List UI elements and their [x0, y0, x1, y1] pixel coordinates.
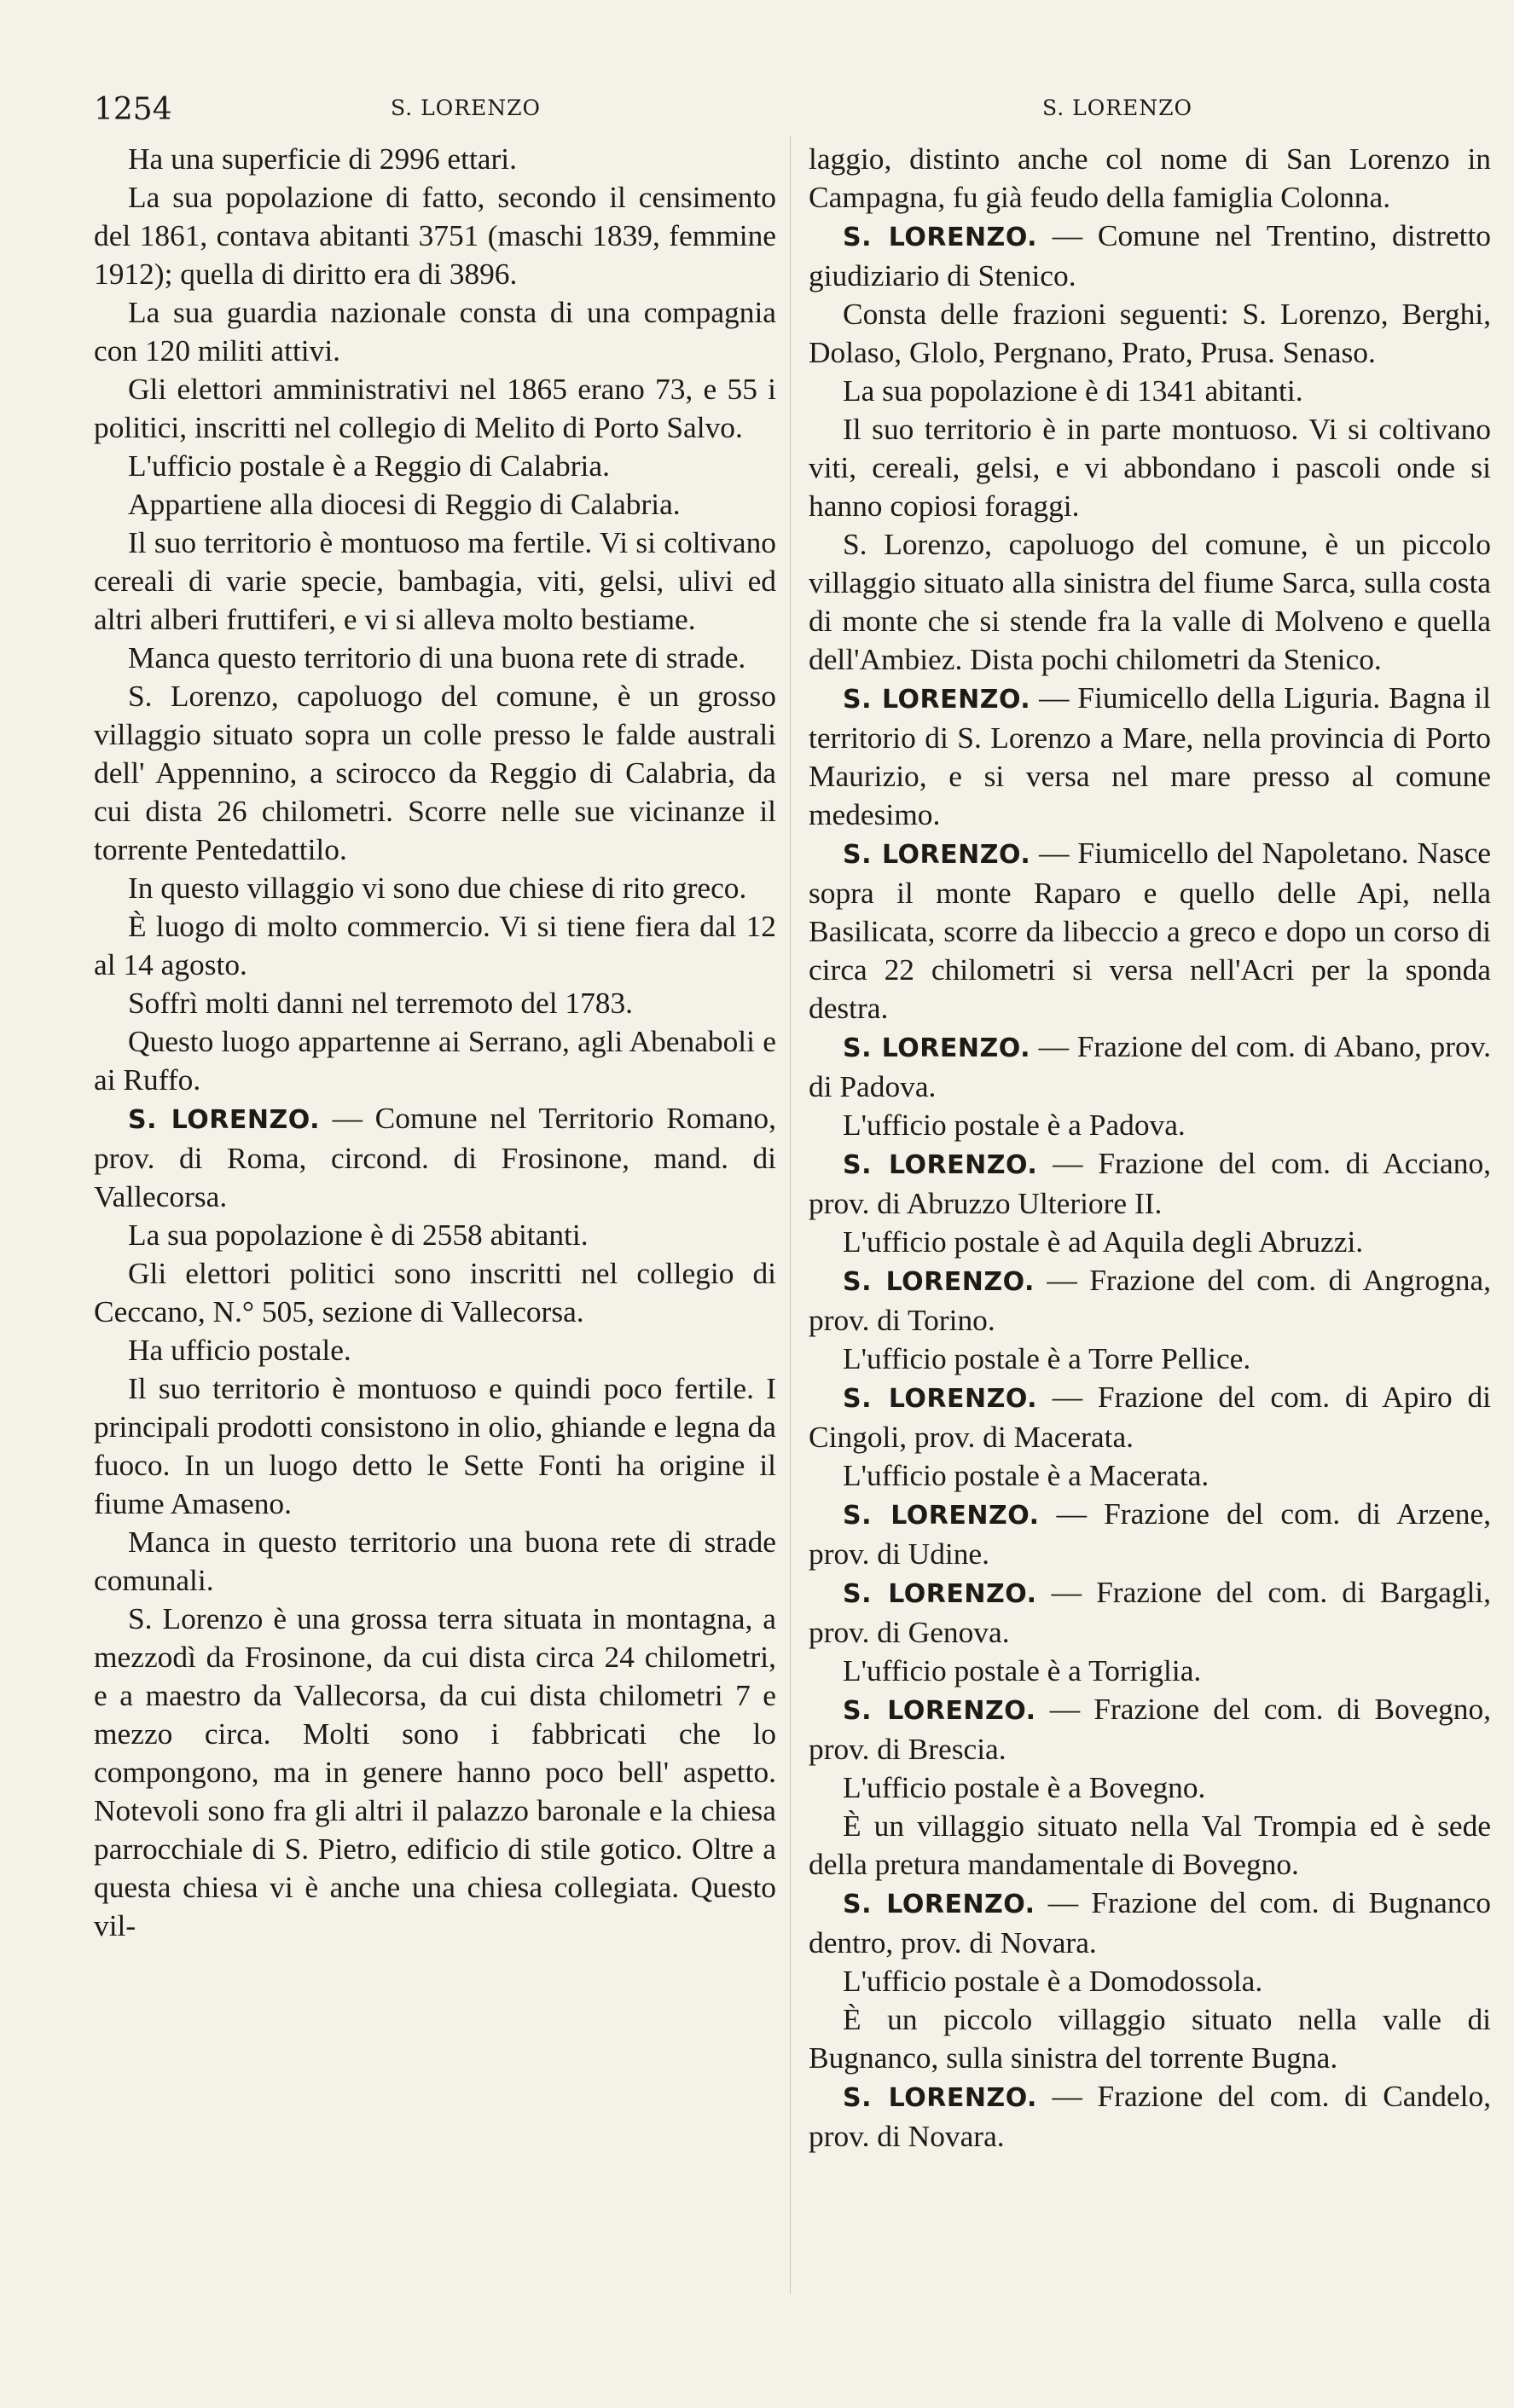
- paragraph-text: — Frazione del com. di Angrogna, prov. di Torino.: [809, 1263, 1491, 1337]
- paragraph: [94, 869, 776, 907]
- paragraph: [94, 1254, 776, 1331]
- entry-paragraph: [809, 679, 1491, 834]
- paragraph-text: Manca questo territorio di una buona rete di strade.: [128, 640, 746, 674]
- paragraph: [809, 1807, 1491, 1884]
- paragraph-text: S. Lorenzo, capoluogo del comune, è un grosso villaggio situato sopra un colle presso le falde australi dell' Appennino, a scirocco da Reggio di Calabria, da cui dista 26 chilometri. Scorre nelle sue vicinanze il torrente Pentedattilo.: [94, 679, 776, 866]
- paragraph-text: La sua popolazione è di 2558 abitanti.: [128, 1218, 589, 1252]
- paragraph-text: Consta delle frazioni seguenti: S. Lorenzo, Berghi, Dolaso, Glolo, Pergnano, Prato, Prusa. Senaso.: [809, 297, 1491, 369]
- paragraph-text: È un villaggio situato nella Val Trompia ed è sede della pretura mandamentale di Bovegno.: [809, 1809, 1491, 1881]
- left-running-head: S. LORENZO: [391, 96, 542, 120]
- column-gutter: [790, 136, 791, 2294]
- paragraph: [94, 907, 776, 984]
- paragraph-text: — Frazione del com. di Apiro di Cingoli, prov. di Macerata.: [809, 1380, 1491, 1454]
- paragraph-text: laggio, distinto anche col nome di San Lorenzo in Campagna, fu già feudo della famiglia Colonna.: [809, 142, 1491, 214]
- paragraph: [94, 1369, 776, 1523]
- paragraph: [809, 1962, 1491, 2000]
- page-number: 1254: [94, 92, 172, 127]
- paragraph-text: La sua popolazione di fatto, secondo il censimento del 1861, contava abitanti 3751 (maschi 1839, femmine 1912); quella di diritto era di 3896.: [94, 180, 776, 291]
- paragraph-text: S. Lorenzo, capoluogo del comune, è un piccolo villaggio situato alla sinistra del fiume Sarca, sulla costa di monte che si stende fra la valle di Molveno e quella dell'Ambiez. Dista pochi chilometri da Stenico.: [809, 527, 1491, 676]
- paragraph-text: L'ufficio postale è a Padova.: [843, 1108, 1186, 1142]
- paragraph-text: — Fiumicello del Napoletano. Nasce sopra il monte Raparo e quello delle Api, nella Basilicata, scorre da libeccio a greco e dopo un corso di circa 22 chilometri si versa nell'Acri per la sponda destra.: [809, 836, 1491, 1025]
- entry-paragraph: [809, 1495, 1491, 1573]
- entry-paragraph: [809, 1027, 1491, 1106]
- entry-paragraph: [809, 1144, 1491, 1223]
- paragraph-text: L'ufficio postale è a Torriglia.: [843, 1653, 1202, 1687]
- paragraph-text: Il suo territorio è montuoso ma fertile. Vi si coltivano cereali di varie specie, bambagia, viti, gelsi, ulivi ed altri alberi fruttiferi, e vi si alleva molto bestiame.: [94, 525, 776, 636]
- paragraph-text: — Frazione del com. di Acciano, prov. di Abruzzo Ulteriore II.: [809, 1146, 1491, 1220]
- paragraph: [94, 178, 776, 293]
- paragraph-text: Manca in questo territorio una buona rete di strade comunali.: [94, 1525, 776, 1597]
- paragraph: [809, 1340, 1491, 1378]
- paragraph: [94, 485, 776, 524]
- paragraph: [94, 677, 776, 869]
- entry-heading: S. LORENZO.: [843, 685, 1031, 715]
- paragraph-text: Il suo territorio è montuoso e quindi poco fertile. I principali prodotti consistono in olio, ghiande e legna da fuoco. In un luogo detto le Sette Fonti ha origine il fiume Amaseno.: [94, 1371, 776, 1520]
- paragraph-text: — Comune nel Territorio Romano, prov. di Roma, circond. di Frosinone, mand. di Vallecorsa.: [94, 1101, 776, 1213]
- entry-paragraph: [809, 1378, 1491, 1456]
- entry-paragraph: [809, 217, 1491, 295]
- paragraph: [809, 1652, 1491, 1690]
- paragraph-text: È luogo di molto commercio. Vi si tiene fiera dal 12 al 14 agosto.: [94, 909, 776, 981]
- left-column: [94, 140, 776, 1945]
- paragraph-text: L'ufficio postale è a Macerata.: [843, 1458, 1209, 1492]
- paragraph-text: Gli elettori amministrativi nel 1865 erano 73, e 55 i politici, inscritti nel collegio di Melito di Porto Salvo.: [94, 372, 776, 444]
- entry-paragraph: [809, 834, 1491, 1027]
- entry-paragraph: [809, 1884, 1491, 1962]
- paragraph: [94, 1216, 776, 1254]
- entry-heading: S. LORENZO.: [128, 1105, 320, 1135]
- paragraph-text: L'ufficio postale è a Reggio di Calabria.: [128, 449, 610, 483]
- paragraph: [809, 140, 1491, 217]
- paragraph-text: — Comune nel Trentino, distretto giudiziario di Stenico.: [809, 218, 1491, 292]
- entry-paragraph: [809, 1573, 1491, 1652]
- entry-heading: S. LORENZO.: [843, 1384, 1038, 1414]
- entry-paragraph: [809, 2077, 1491, 2156]
- paragraph: [94, 1523, 776, 1600]
- paragraph-text: L'ufficio postale è a Torre Pellice.: [843, 1341, 1251, 1375]
- paragraph-text: — Frazione del com. di Bargagli, prov. di Genova.: [809, 1575, 1491, 1649]
- paragraph-text: La sua guardia nazionale consta di una compagnia con 120 militi attivi.: [94, 295, 776, 368]
- paragraph: [94, 984, 776, 1022]
- paragraph: [809, 410, 1491, 525]
- right-running-head: S. LORENZO: [1042, 96, 1193, 120]
- paragraph-text: Ha una superficie di 2996 ettari.: [128, 142, 517, 176]
- paragraph-text: — Fiumicello della Liguria. Bagna il territorio di S. Lorenzo a Mare, nella provincia di Porto Maurizio, e si versa nel mare presso al comune medesimo.: [809, 680, 1491, 831]
- entry-heading: S. LORENZO.: [843, 1033, 1030, 1063]
- paragraph: [809, 2000, 1491, 2077]
- entry-heading: S. LORENZO.: [843, 1267, 1035, 1297]
- entry-heading: S. LORENZO.: [843, 223, 1038, 252]
- paragraph: [94, 293, 776, 370]
- entry-paragraph: [94, 1099, 776, 1216]
- paragraph: [809, 525, 1491, 679]
- paragraph: [809, 1223, 1491, 1261]
- paragraph: [94, 639, 776, 677]
- entry-heading: S. LORENZO.: [843, 1501, 1040, 1531]
- paragraph-text: Soffrì molti danni nel terremoto del 1783.: [128, 986, 634, 1020]
- entry-heading: S. LORENZO.: [843, 2083, 1037, 2113]
- paragraph: [94, 370, 776, 447]
- paragraph: [809, 1456, 1491, 1495]
- entry-paragraph: [809, 1261, 1491, 1340]
- paragraph-text: La sua popolazione è di 1341 abitanti.: [843, 373, 1303, 408]
- paragraph: [809, 1768, 1491, 1807]
- entry-heading: S. LORENZO.: [843, 1890, 1035, 1919]
- right-column: [809, 140, 1491, 2156]
- paragraph-text: L'ufficio postale è a Bovegno.: [843, 1770, 1206, 1804]
- paragraph-text: L'ufficio postale è ad Aquila degli Abruzzi.: [843, 1224, 1364, 1259]
- paragraph-text: L'ufficio postale è a Domodossola.: [843, 1964, 1263, 1998]
- paragraph-text: Gli elettori politici sono inscritti nel collegio di Ceccano, N.° 505, sezione di Vallecorsa.: [94, 1256, 776, 1328]
- paragraph-text: — Frazione del com. di Bugnanco dentro, prov. di Novara.: [809, 1885, 1491, 1959]
- entry-heading: S. LORENZO.: [843, 1579, 1037, 1609]
- paragraph: [809, 295, 1491, 372]
- paragraph-text: S. Lorenzo è una grossa terra situata in montagna, a mezzodì da Frosinone, da cui dista circa 24 chilometri, e a maestro da Vallecorsa, da cui dista chilometri 7 e mezzo circa. Molti sono i fabbricati che lo compongono, ma in genere hanno poco bell' aspetto. Notevoli sono fra gli altri il palazzo baronale e la chiesa parrocchiale di S. Pietro, edificio di stile gotico. Oltre a questa chiesa vi è anche una chiesa collegiata. Questo vil-: [94, 1601, 776, 1942]
- paragraph: [94, 1022, 776, 1099]
- paragraph-text: — Frazione del com. di Bovegno, prov. di Brescia.: [809, 1692, 1491, 1766]
- paragraph-text: Appartiene alla diocesi di Reggio di Calabria.: [128, 487, 681, 521]
- paragraph: [809, 372, 1491, 410]
- paragraph-text: Questo luogo appartenne ai Serrano, agli Abenaboli e ai Ruffo.: [94, 1024, 776, 1097]
- paragraph-text: Ha ufficio postale.: [128, 1333, 351, 1367]
- paragraph: [94, 1600, 776, 1945]
- paragraph-text: È un piccolo villaggio situato nella valle di Bugnanco, sulla sinistra del torrente Bugna.: [809, 2002, 1491, 2075]
- paragraph-text: Il suo territorio è in parte montuoso. Vi si coltivano viti, cereali, gelsi, e vi abbondano i pascoli onde si hanno copiosi foraggi.: [809, 412, 1491, 523]
- paragraph: [94, 1331, 776, 1369]
- paragraph: [94, 524, 776, 639]
- paragraph-text: — Frazione del com. di Candelo, prov. di Novara.: [809, 2079, 1491, 2153]
- entry-paragraph: [809, 1690, 1491, 1768]
- entry-heading: S. LORENZO.: [843, 840, 1031, 870]
- paragraph: [809, 1106, 1491, 1144]
- paragraph-text: — Frazione del com. di Arzene, prov. di Udine.: [809, 1496, 1491, 1571]
- paragraph: [94, 447, 776, 485]
- paragraph: [94, 140, 776, 178]
- paragraph-text: In questo villaggio vi sono due chiese di rito greco.: [128, 871, 747, 905]
- entry-heading: S. LORENZO.: [843, 1696, 1036, 1726]
- paragraph-text: — Frazione del com. di Abano, prov. di Padova.: [809, 1029, 1491, 1103]
- entry-heading: S. LORENZO.: [843, 1150, 1038, 1180]
